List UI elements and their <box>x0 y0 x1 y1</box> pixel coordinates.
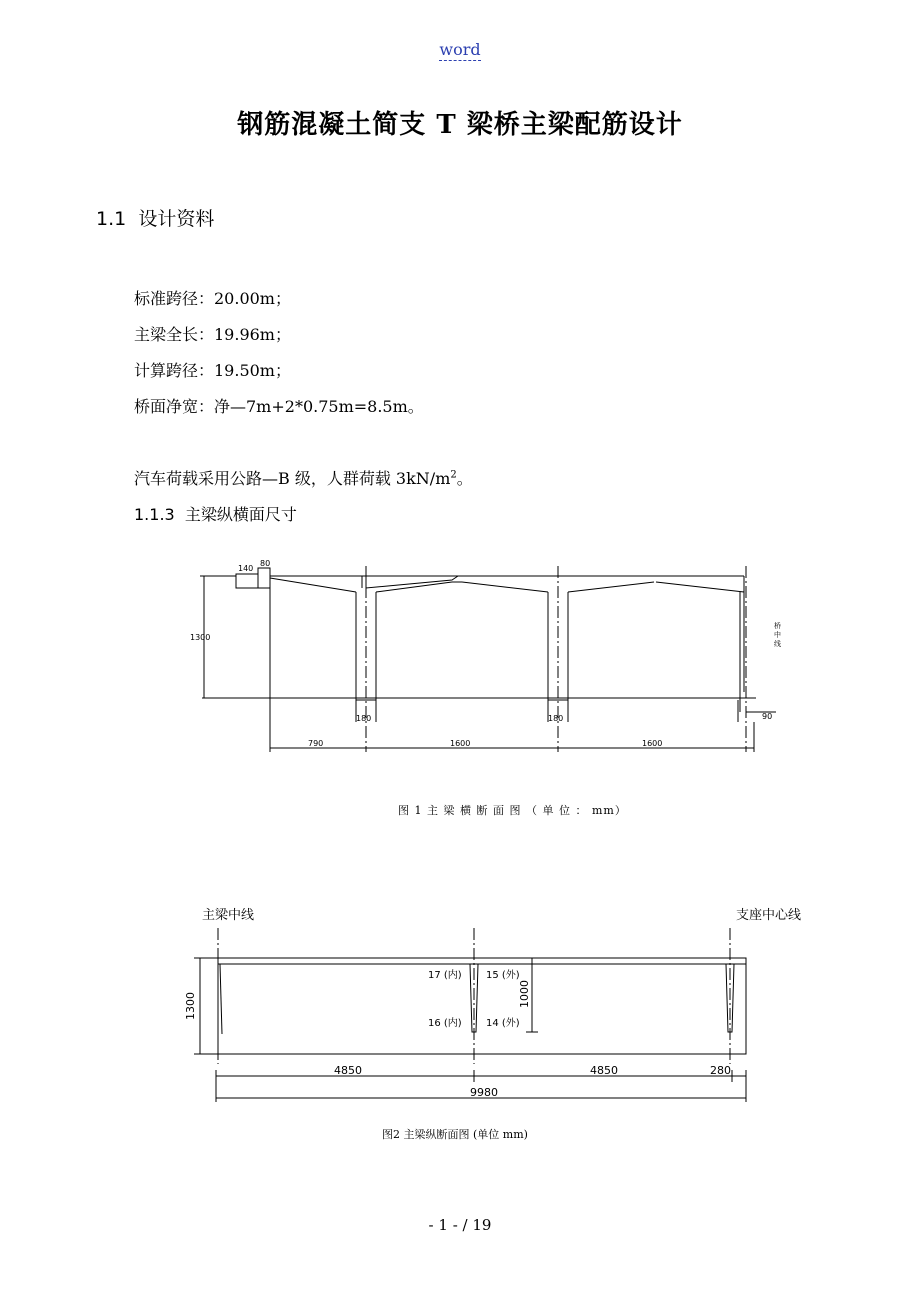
centerline-label-char: 线 <box>774 640 781 648</box>
dim-1600-a: 1600 <box>450 739 471 748</box>
section-14-label: 14 (外) <box>486 1018 520 1029</box>
dim-4850-b: 4850 <box>590 1064 618 1077</box>
figure1-cross-section <box>180 552 780 762</box>
section-heading <box>96 204 214 231</box>
centerline-label-char: 桥 <box>774 622 781 630</box>
spec-line: 计算跨径：19.50m； <box>134 361 291 380</box>
section-17-label: 17 (内) <box>428 970 462 981</box>
section-16-label: 16 (内) <box>428 1018 462 1029</box>
spec-line: 桥面净宽：净—7m+2*0.75m=8.5m。 <box>134 397 424 416</box>
figure2-longitudinal-section <box>180 924 760 1114</box>
dim-box-140 <box>236 574 258 588</box>
header-word-link[interactable]: word <box>439 40 481 59</box>
dim-9980: 9980 <box>470 1086 498 1099</box>
subsection-heading <box>134 502 297 525</box>
section-title: 设计资料 <box>138 208 215 230</box>
document-title: 钢筋混凝土简支 T 梁桥主梁配筋设计 <box>237 110 683 140</box>
spec-line: 主梁全长：19.96m； <box>134 325 291 344</box>
figure1-caption: 图 1 主 梁 横 断 面 图 （ 单 位 ： mm） <box>398 804 627 817</box>
girder-centerline-label: 主梁中线 <box>202 908 255 923</box>
subsection-title: 主梁纵横面尺寸 <box>184 505 297 524</box>
section-15-label: 15 (外) <box>486 970 520 981</box>
dim-80: 80 <box>260 559 271 568</box>
dim-790: 790 <box>308 739 324 748</box>
dim-90: 90 <box>762 712 773 721</box>
spec-line: 标准跨径：20.00m； <box>134 289 291 308</box>
dim-280: 280 <box>710 1064 731 1077</box>
centerline-label-char: 中 <box>774 631 781 639</box>
dim-4850-a: 4850 <box>334 1064 362 1077</box>
dim-180-a: 180 <box>356 714 372 723</box>
dim-140: 140 <box>238 564 254 573</box>
dim-180-b: 180 <box>548 714 564 723</box>
load-line: 汽车荷载采用公路—B 级，人群荷载 $3kN/m^2$。 <box>134 469 473 488</box>
subsection-number: 1.1.3 <box>134 505 175 524</box>
dim-1600-b: 1600 <box>642 739 663 748</box>
figure2-caption: 图2 主梁纵断面图 (单位 mm) <box>382 1128 528 1141</box>
bearing-centerline-label: 支座中心线 <box>736 908 802 923</box>
page-number: - 1 - / 19 <box>428 1216 492 1234</box>
dim-1300: 1300 <box>190 633 211 642</box>
dim-box-80 <box>258 568 270 588</box>
dim-1300: 1300 <box>184 992 197 1020</box>
section-number: 1.1 <box>96 208 127 230</box>
dim-1000: 1000 <box>518 980 531 1008</box>
